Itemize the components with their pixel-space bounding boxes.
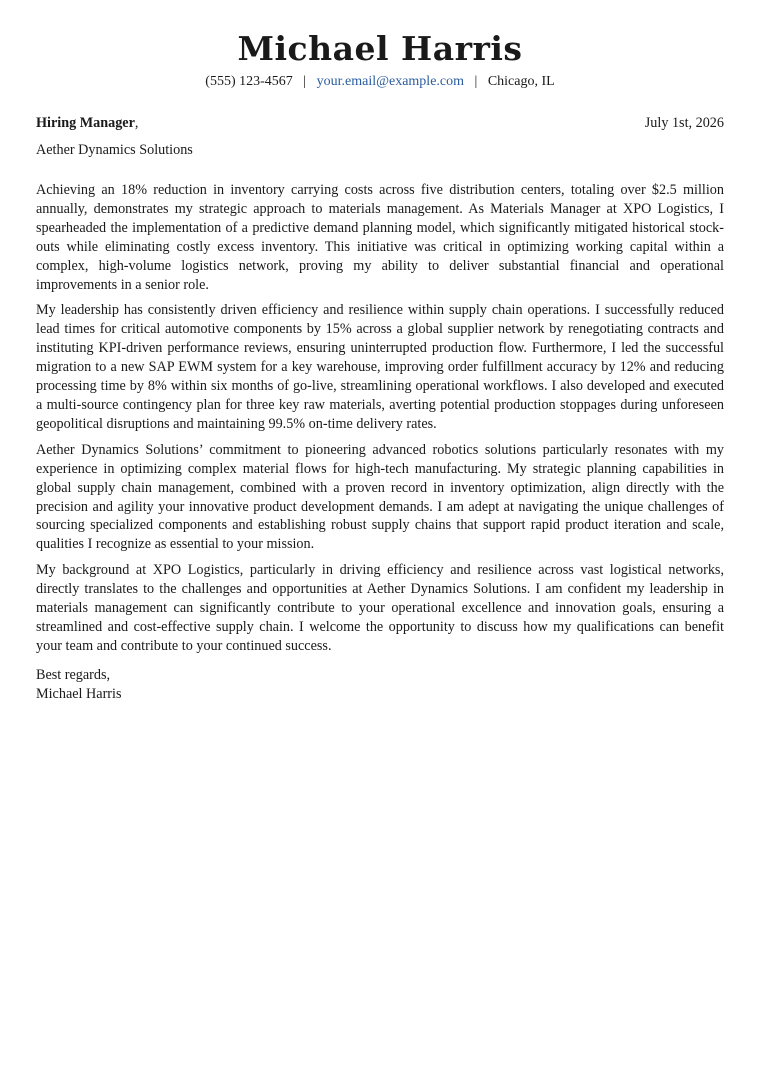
closing-phrase: Best regards,	[36, 666, 111, 683]
closing-block	[36, 666, 724, 704]
phone-number: (555) 123-4567	[205, 74, 293, 89]
location: Chicago, IL	[487, 74, 555, 89]
body-paragraph: Achieving an 18% reduction in inventory carrying costs across five distribution centers, totaling over $2.5 million annually, demonstrates my strategic approach to materials management. As Materials Manager at XPO Logistics, I spearheaded the implementation of a predictive demand planning model, which significantly mitigated historical stock-outs while eliminating costly excess inventory. This initiative was critical in optimizing working capital within a complex, high-volume logistics network, proving my ability to deliver substantial financial and operational improvements in a senior role.	[36, 182, 724, 293]
recipient-date-row	[36, 114, 724, 132]
contact-line	[36, 73, 724, 91]
letter-body	[36, 181, 724, 656]
body-paragraph: My leadership has consistently driven efficiency and resilience within supply chain operations. I successfully reduced lead times for critical automotive components by 15% across a global supplier network by renegotiating contracts and instituting KPI-driven performance reviews, ensuring uninterrupted production flow. Furthermore, I led the successful migration to a new SAP EWM system for a key warehouse, improving order fulfillment accuracy by 12% and reducing processing time by 8% within six months of go-live, streamlining operational workflows. I also developed and executed a multi-source contingency plan for three key raw materials, averting potential production stoppages during unforeseen geopolitical disruptions and maintaining 99.5% on-time delivery rates.	[36, 302, 724, 432]
separator: |	[303, 74, 307, 89]
email-link[interactable]: your.email@example.com	[316, 74, 465, 89]
body-paragraph: Aether Dynamics Solutions’ commitment to pioneering advanced robotics solutions particularly resonates with my experience in optimizing complex material flows for high-tech manufacturing. My strategic planning capabilities in global supply chain management, combined with a proven record in inventory optimization, align directly with the precision and agility your innovative product development demands. I am adept at navigating the unique challenges of sourcing specialized components and establishing robust supply chains that support rapid product iteration and scale, qualities I recognize as essential to your mission.	[36, 441, 724, 553]
signature-name: Michael Harris	[36, 685, 122, 702]
letter-date: July 1st, 2026	[644, 115, 724, 131]
recipient-name: Hiring Manager	[36, 115, 135, 131]
separator: |	[474, 74, 478, 89]
recipient-line	[36, 114, 138, 132]
body-paragraph: My background at XPO Logistics, particularly in driving efficiency and resilience across vast logistical networks, directly translates to the challenges and opportunities at Aether Dynamics Solutions. I am confident my leadership in materials management can significantly contribute to your operational excellence and innovation goals, ensuring a streamlined and cost-effective supply chain. I welcome the opportunity to discuss how my qualifications can benefit your team and contribute to your continued success.	[36, 562, 724, 654]
company-name: Aether Dynamics Solutions	[36, 142, 193, 158]
applicant-name: Michael Harris	[237, 29, 523, 68]
recipient-suffix: ,	[134, 115, 139, 131]
